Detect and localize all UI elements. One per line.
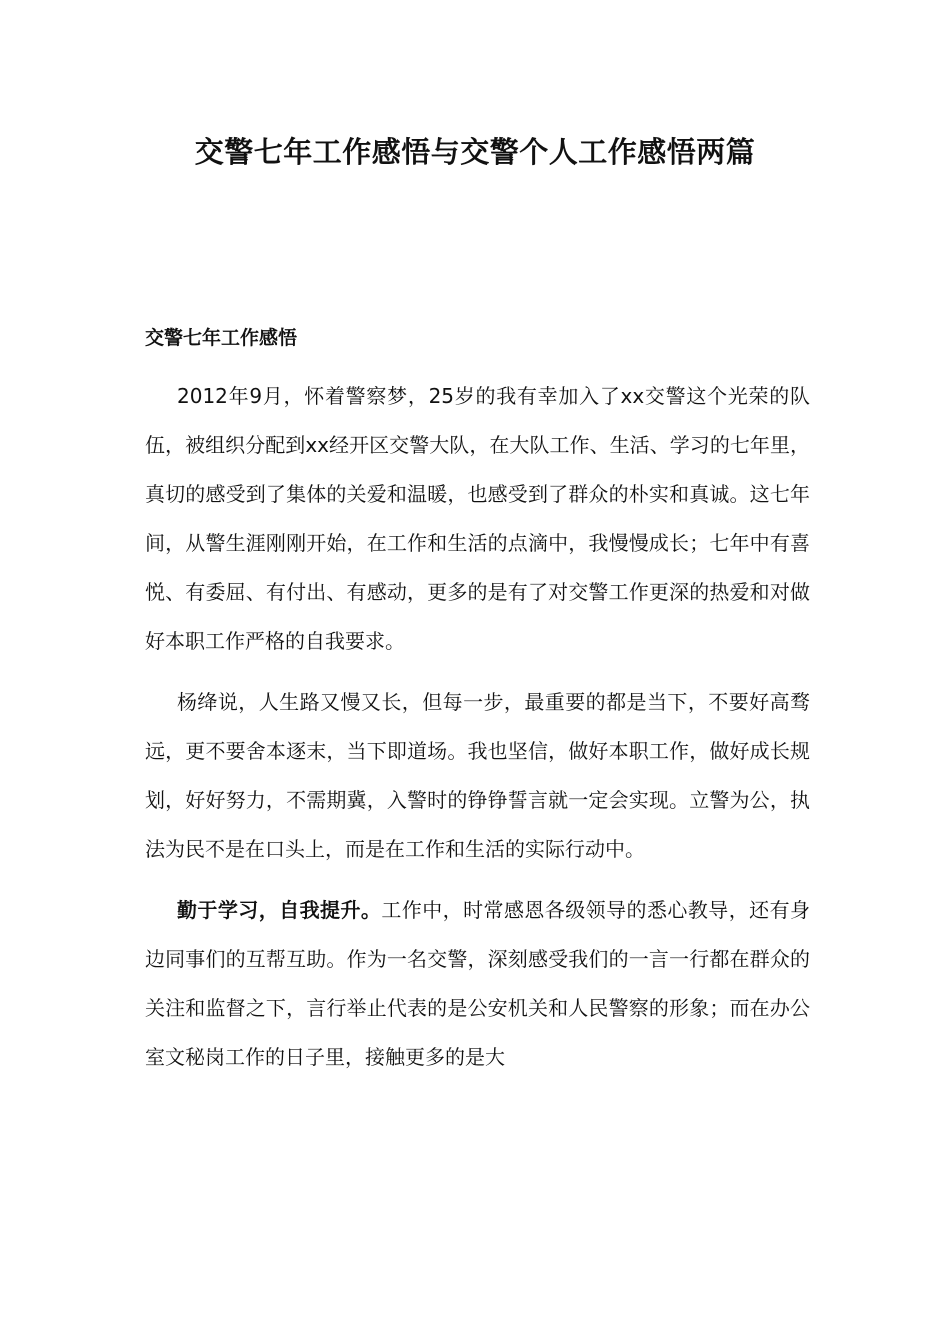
section-heading: 交警七年工作感悟: [145, 327, 298, 349]
document-body: [145, 372, 810, 1094]
document-title: 交警七年工作感悟与交警个人工作感悟两篇: [194, 135, 756, 169]
paragraph-2: [145, 678, 810, 874]
paragraph-1: [145, 372, 810, 666]
paragraph-3: [145, 886, 810, 1082]
paragraph-3-lead: 勤于学习，自我提升。: [177, 898, 382, 922]
paragraph-3-text: 工作中，时常感恩各级领导的悉心教导，还有身边同事们的互帮互助。作为一名交警，深刻感受我们的一言一行都在群众的关注和监督之下，言行举止代表的是公安机关和人民警察的形象；而在办公室文秘岗工作的日子里，接触更多的是大: [145, 898, 811, 1069]
paragraph-1-text: 2012年9月，怀着警察梦，25岁的我有幸加入了xx交警这个光荣的队伍，被组织分配到xx经开区交警大队，在大队工作、生活、学习的七年里，真切的感受到了集体的关爱和温暖，也感受到了群众的朴实和真诚。这七年间，从警生涯刚刚开始，在工作和生活的点滴中，我慢慢成长；七年中有喜悦、有委屈、有付出、有感动，更多的是有了对交警工作更深的热爱和对做好本职工作严格的自我要求。: [145, 384, 810, 653]
paragraph-2-text: 杨绛说，人生路又慢又长，但每一步，最重要的都是当下，不要好高骛远，更不要舍本逐末，当下即道场。我也坚信，做好本职工作，做好成长规划，好好努力，不需期冀，入警时的铮铮誓言就一定会实现。立警为公，执法为民不是在口头上，而是在工作和生活的实际行动中。: [145, 690, 810, 861]
